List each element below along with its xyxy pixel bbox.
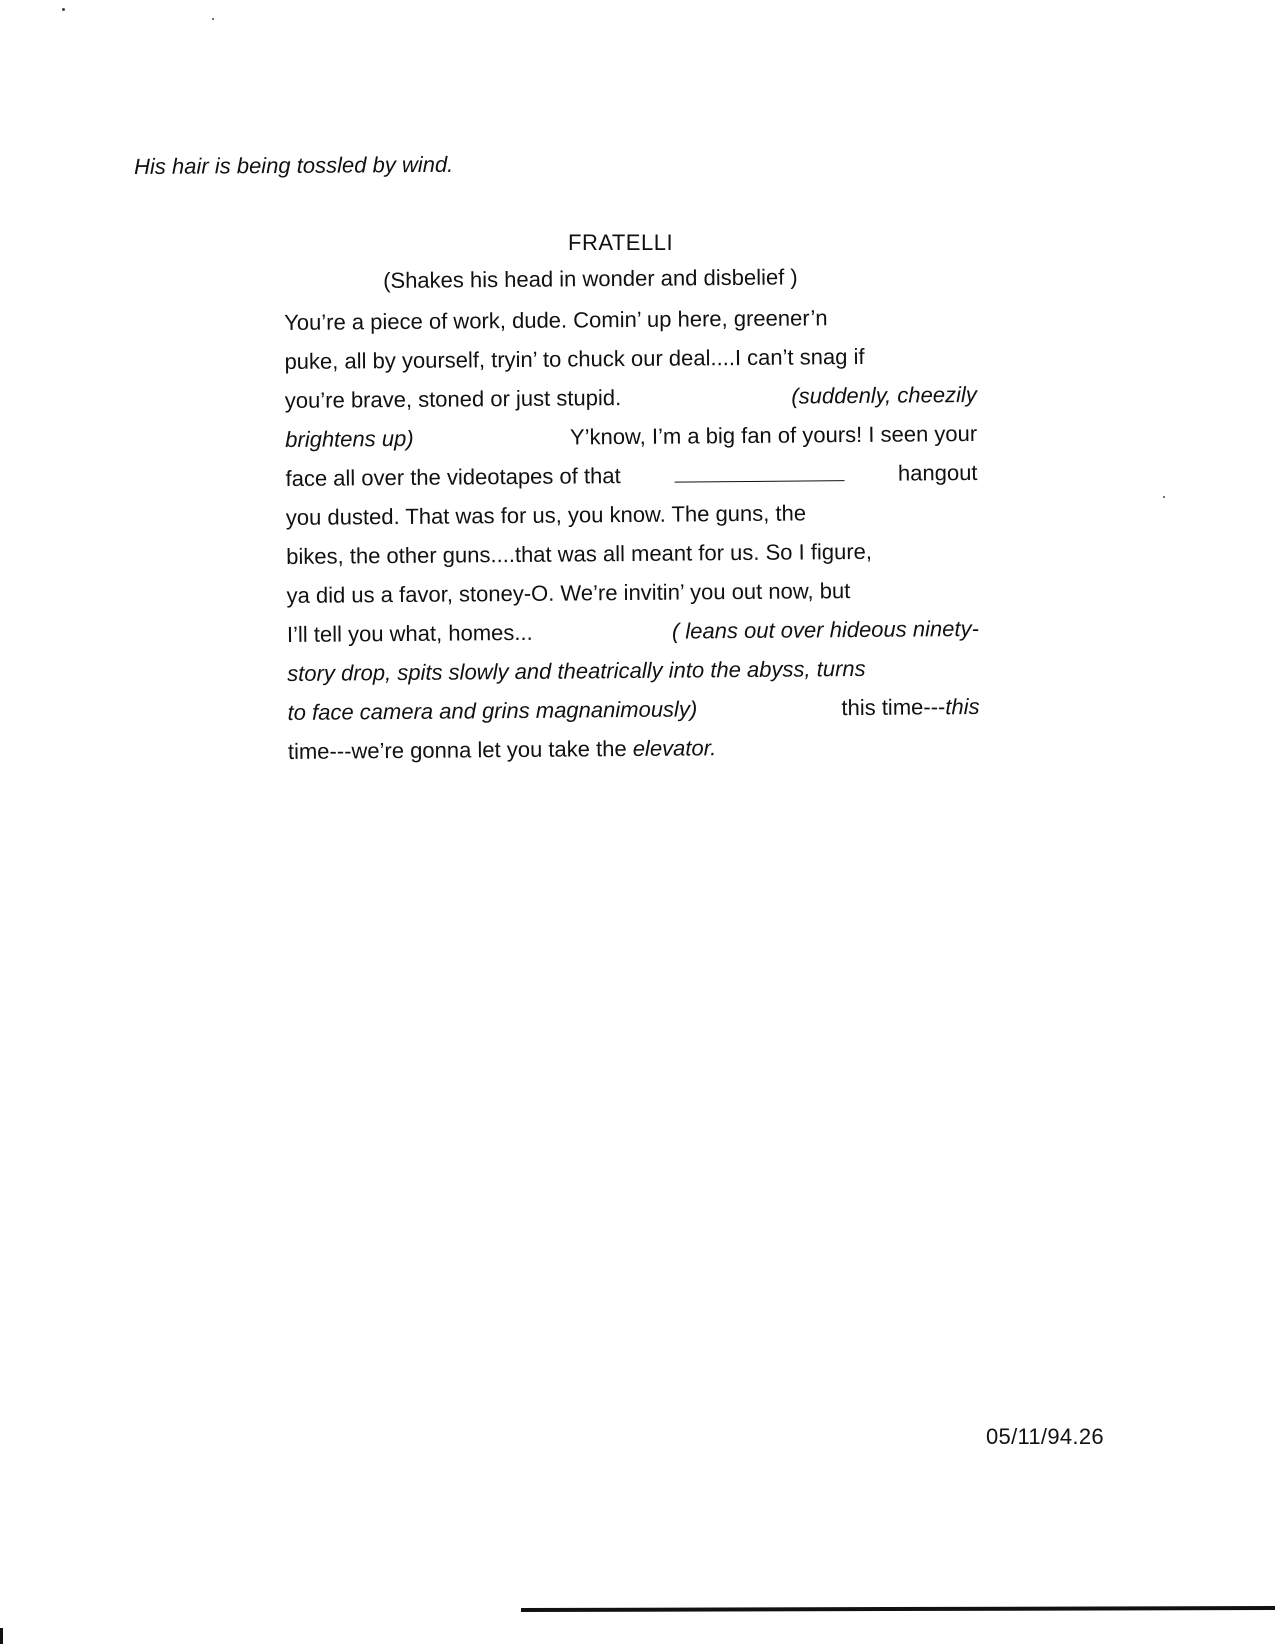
scan-edge-mark (0, 1628, 3, 1644)
dialogue-text: ya did us a favor, stoney-O. We’re invitin’ you out now, but (286, 578, 851, 608)
dialogue-emphasis: elevator. (632, 735, 717, 761)
dialogue-line (285, 375, 977, 420)
dialogue-direction: to face camera and grins magnanimously) (287, 696, 698, 725)
scan-speck (62, 8, 65, 11)
dialogue-line (286, 570, 978, 615)
page-revision-code: 05/11/94.26 (986, 1424, 1104, 1449)
dialogue-text: you’re brave, stoned or just stupid. (284, 385, 622, 413)
dialogue-direction: ( leans out over hideous ninety- (671, 615, 979, 644)
dialogue-emphasis: this (945, 693, 980, 720)
bottom-rule (521, 1606, 1275, 1612)
dialogue-block (284, 297, 980, 771)
dialogue-text: puke, all by yourself, tryin’ to chuck our deal....I can’t snag if (284, 343, 865, 374)
dialogue-line (284, 297, 976, 342)
parenthetical: (Shakes his head in wonder and disbelief ) (383, 264, 798, 293)
dialogue-line (287, 687, 979, 732)
fill-in-blank (674, 458, 844, 482)
dialogue-text: hangout (897, 459, 978, 486)
dialogue-line (284, 336, 976, 381)
dialogue-line (285, 453, 977, 498)
dialogue-text (841, 687, 979, 727)
dialogue-line (287, 609, 979, 654)
dialogue-text: time---we’re gonna let you take the (287, 736, 627, 764)
dialogue-text: face all over the videotapes of that (285, 463, 621, 491)
scan-speck (1163, 496, 1165, 498)
dialogue-text: I’ll tell you what, homes... (286, 619, 533, 647)
dialogue-line (285, 414, 977, 459)
dialogue-direction: (suddenly, cheezily (791, 381, 977, 409)
dialogue-text: bikes, the other guns....that was all meant for us. So I figure, (286, 538, 873, 569)
dialogue-text: Y’know, I’m a big fan of yours! I seen your (569, 420, 978, 450)
scan-speck (212, 18, 214, 20)
dialogue-line (288, 726, 980, 771)
dialogue-text: You’re a piece of work, dude. Comin’ up here, greener’n (284, 305, 828, 335)
dialogue-line (286, 492, 978, 537)
action-line: His hair is being tossled by wind. (134, 151, 454, 179)
character-name: FRATELLI (568, 230, 674, 255)
dialogue-line (287, 648, 979, 693)
dialogue-line (286, 531, 978, 576)
dialogue-direction: brightens up) (285, 425, 414, 452)
dialogue-text: you dusted. That was for us, you know. The guns, the (285, 500, 807, 530)
dialogue-direction: story drop, spits slowly and theatrically into the abyss, turns (287, 655, 866, 686)
dialogue-text: this time--- (841, 694, 946, 721)
